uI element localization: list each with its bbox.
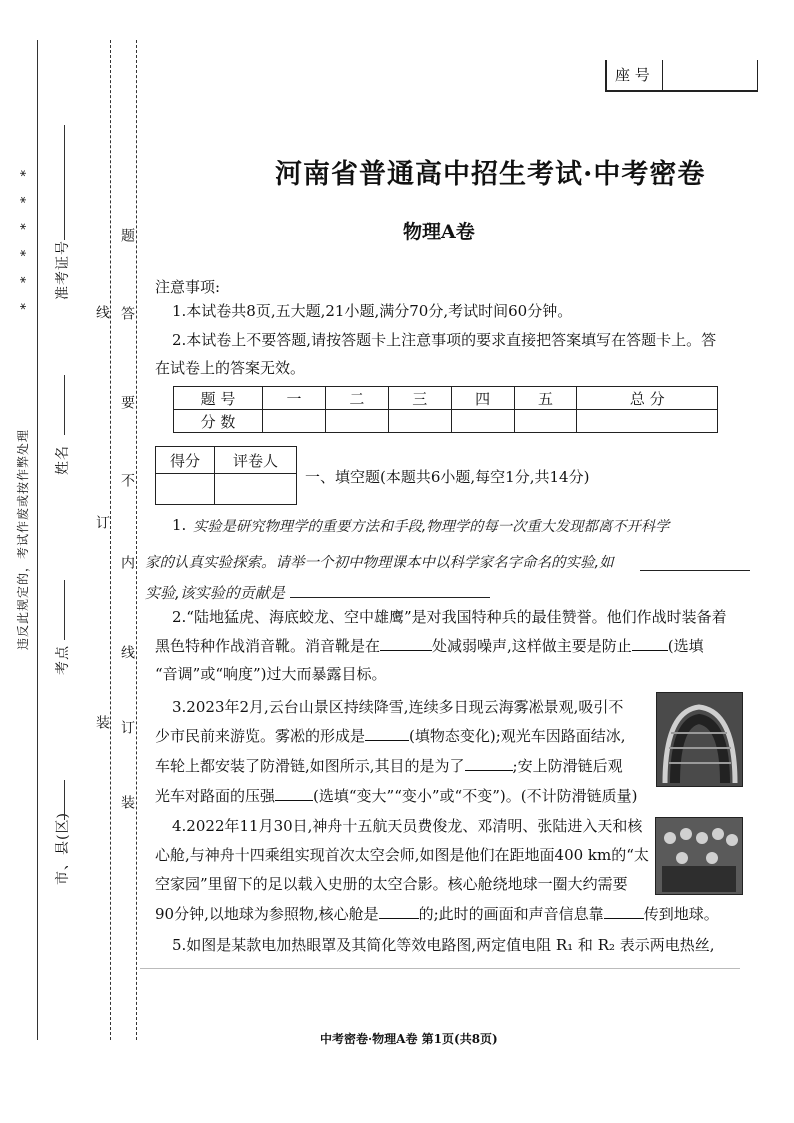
score-table-row-label: 题 号 bbox=[174, 387, 263, 410]
seal-char: 题 bbox=[119, 228, 135, 244]
q2-line-2 bbox=[155, 632, 704, 660]
astronauts-group-photo bbox=[655, 817, 743, 895]
page-footer: 中考密卷·物理A卷 第1页(共8页) bbox=[320, 1032, 498, 1046]
score-cell bbox=[325, 410, 388, 433]
candidate-number-label: 准考证号 bbox=[55, 240, 71, 300]
q1-handwriting-line-1: 实验是研究物理学的重要方法和手段,物理学的每一次重大发现都离不开科学 bbox=[193, 519, 670, 535]
exam-title: 河南省普通高中招生考试·中考密卷 bbox=[275, 159, 706, 190]
q2-line-3: “音调”或“响度”)过大而暴露目标。 bbox=[155, 665, 387, 683]
tire-chain-icon bbox=[657, 693, 742, 786]
notice-item-2-line-1: 2.本试卷上不要答题,请按答题卡上注意事项的要求直接把答案填写在答题卡上。答 bbox=[172, 331, 717, 349]
score-table-header-row bbox=[174, 387, 718, 410]
q2-text: (选填 bbox=[667, 637, 704, 655]
answer-blank bbox=[380, 636, 432, 651]
section-1-heading: 一、填空题(本题共6小题,每空1分,共14分) bbox=[305, 468, 590, 486]
score-cell bbox=[577, 410, 718, 433]
seal-char: 装 bbox=[119, 795, 135, 811]
answer-blank bbox=[465, 756, 513, 771]
grader-name-cell bbox=[215, 474, 297, 505]
seal-char: 内 bbox=[119, 555, 135, 571]
q3-line-4 bbox=[155, 782, 637, 810]
score-cell bbox=[514, 410, 577, 433]
margin-warning: 违反此规定的，考试作废或按作弊处理 bbox=[16, 428, 30, 650]
q3-text: ;安上防滑链后观 bbox=[512, 757, 623, 775]
q1-handwriting-line-3: 实验,该实验的贡献是 bbox=[145, 584, 285, 602]
notice-heading: 注意事项: bbox=[155, 278, 221, 296]
q3-text: 少市民前来游览。雾凇的形成是 bbox=[155, 727, 366, 745]
q3-text: 光车对路面的压强 bbox=[155, 787, 276, 805]
score-table-col: 二 bbox=[325, 387, 388, 410]
anti-skid-chain-photo bbox=[656, 692, 743, 787]
seal-char: 装 bbox=[94, 715, 110, 731]
q4-text: 传到地球。 bbox=[643, 905, 719, 923]
q2-text: 黑色特种作战消音靴。消音靴是在 bbox=[155, 637, 381, 655]
score-table-col: 一 bbox=[263, 387, 326, 410]
q3-text: 车轮上都安装了防滑链,如图所示,其目的是为了 bbox=[155, 757, 465, 775]
q3-text: (选填“变大”“变小”或“不变”)。(不计防滑链质量) bbox=[313, 787, 638, 805]
q2-line-1: 2.“陆地猛虎、海底蛟龙、空中雄鹰”是对我国特种兵的最佳赞誉。他们作战时装备着 bbox=[172, 608, 727, 626]
q4-line-3: 空家园”里留下的足以载入史册的太空合影。核心舱绕地球一圈大约需要 bbox=[155, 875, 628, 893]
margin-stars: * * * * * * bbox=[12, 170, 27, 318]
seal-char: 订 bbox=[119, 720, 135, 736]
grader-score-cell bbox=[156, 474, 215, 505]
q1-number: 1. bbox=[172, 516, 187, 534]
q3-line-1: 3.2023年2月,云台山景区持续降雪,连续多日现云海雾凇景观,吸引不 bbox=[172, 698, 624, 716]
answer-blank bbox=[365, 726, 409, 741]
answer-blank bbox=[275, 786, 313, 801]
answer-blank bbox=[604, 904, 644, 919]
q2-text: 处减弱噪声,这样做主要是防止 bbox=[432, 637, 632, 655]
q3-line-3 bbox=[155, 752, 623, 780]
q5-line-1: 5.如图是某款电加热眼罩及其简化等效电路图,两定值电阻 R₁ 和 R₂ 表示两电热丝, bbox=[172, 936, 715, 954]
name-label: 姓名 bbox=[55, 445, 71, 475]
score-table-score-row bbox=[174, 410, 718, 433]
q4-text: 的;此时的画面和声音信息靠 bbox=[418, 905, 604, 923]
seal-char: 要 bbox=[119, 395, 135, 411]
seal-char: 线 bbox=[119, 645, 135, 661]
q4-text: 90分钟,以地球为参照物,核心舱是 bbox=[155, 905, 379, 923]
seat-number-box bbox=[605, 60, 758, 92]
q4-line-1: 4.2022年11月30日,神舟十五航天员费俊龙、邓清明、张陆进入天和核 bbox=[172, 817, 643, 835]
grader-box bbox=[155, 446, 297, 505]
seal-char: 线 bbox=[94, 305, 110, 321]
notice-item-2-line-2: 在试卷上的答案无效。 bbox=[155, 359, 306, 377]
score-cell bbox=[263, 410, 326, 433]
q1-handwriting-line-2: 家的认真实验探索。请举一个初中物理课本中以科学家名字命名的实验,如 bbox=[145, 555, 614, 571]
seal-char: 答 bbox=[119, 306, 135, 322]
score-table-col: 总 分 bbox=[577, 387, 718, 410]
score-table-col: 五 bbox=[514, 387, 577, 410]
score-table bbox=[173, 386, 718, 433]
q3-text: (填物态变化);观光车因路面结冰, bbox=[409, 727, 626, 745]
score-table-row-label: 分 数 bbox=[174, 410, 263, 433]
exam-site-label: 考点 bbox=[55, 645, 71, 675]
grader-score-label: 得分 bbox=[156, 447, 215, 474]
q4-line-4 bbox=[155, 900, 719, 928]
q4-line-2: 心舱,与神舟十四乘组实现首次太空会师,如图是他们在距地面400 km的“太 bbox=[155, 846, 649, 864]
answer-blank bbox=[379, 904, 419, 919]
notice-item-1: 1.本试卷共8页,五大题,21小题,满分70分,考试时间60分钟。 bbox=[172, 302, 573, 320]
seal-char: 订 bbox=[94, 515, 110, 531]
score-table-col: 三 bbox=[388, 387, 451, 410]
score-cell bbox=[451, 410, 514, 433]
q3-line-2 bbox=[155, 722, 626, 750]
subject-title: 物理A卷 bbox=[403, 221, 475, 243]
answer-blank bbox=[632, 636, 668, 651]
seat-number-label: 座 号 bbox=[615, 66, 650, 84]
astronauts-photo-icon bbox=[656, 818, 742, 894]
district-label: 市、县(区) bbox=[55, 812, 71, 885]
seal-char: 不 bbox=[119, 473, 135, 489]
score-table-col: 四 bbox=[451, 387, 514, 410]
grader-name-label: 评卷人 bbox=[215, 447, 297, 474]
score-cell bbox=[388, 410, 451, 433]
